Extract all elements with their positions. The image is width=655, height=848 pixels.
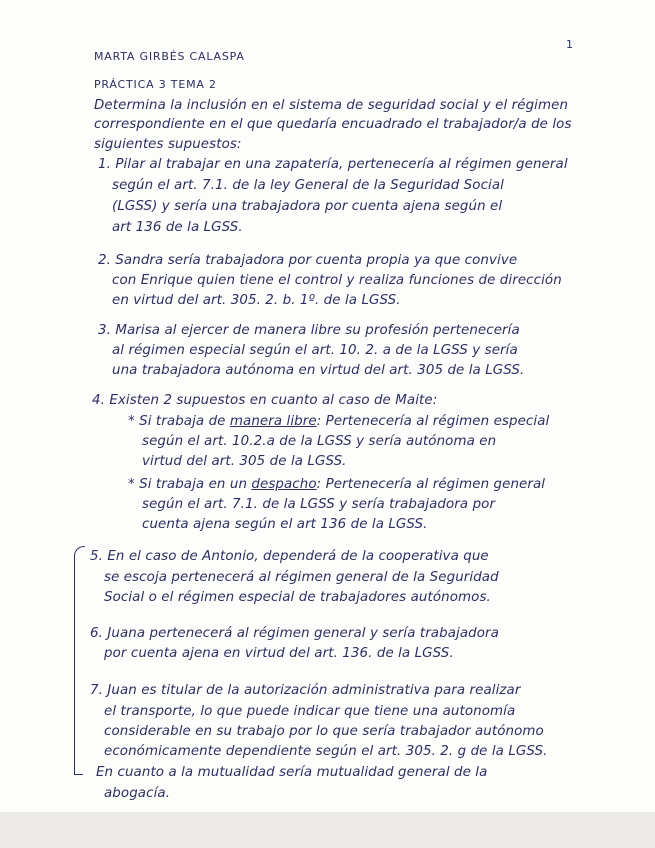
item-6-line: por cuenta ajena en virtud del art. 136. de la LGSS. [104, 646, 454, 661]
item-4-case-b [128, 477, 545, 492]
page-number: 1 [566, 38, 574, 51]
item-3-line: una trabajadora autónoma en virtud del art. 305 de la LGSS. [112, 363, 525, 378]
author-name: MARTA GIRBÉS CALASPA [94, 50, 245, 63]
intro-line: correspondiente en el que quedaría encuadrado el trabajador/a de los [94, 117, 572, 132]
item-4-intro: 4. Existen 2 supuestos en cuanto al caso de Maite: [92, 393, 438, 408]
margin-bracket [74, 546, 85, 771]
item-6-line: 6. Juana pertenecerá al régimen general y sería trabajadora [90, 626, 499, 641]
item-4-case-a-line: según el art. 10.2.a de la LGSS y sería autónoma en [142, 434, 497, 449]
item-1-line: (LGSS) y sería una trabajadora por cuenta ajena según el [112, 199, 503, 214]
case-b-rest: : Pertenecería al régimen general [316, 477, 546, 492]
background-strip [0, 812, 655, 848]
case-a-underlined: manera libre [229, 414, 317, 429]
note-line: abogacía. [104, 786, 171, 801]
case-b-underlined: despacho [251, 477, 317, 492]
item-7-line: económicamente dependiente según el art. 305. 2. g de la LGSS. [104, 744, 548, 759]
note-line: En cuanto a la mutualidad sería mutualidad general de la [96, 765, 488, 780]
item-5-line: 5. En el caso de Antonio, dependerá de la cooperativa que [90, 549, 489, 564]
intro-line: Determina la inclusión en el sistema de seguridad social y el régimen [94, 98, 569, 113]
item-5-line: Social o el régimen especial de trabajadores autónomos. [104, 590, 491, 605]
item-2-line: 2. Sandra sería trabajadora por cuenta propia ya que convive [98, 253, 518, 268]
item-5-line: se escoja pertenecerá al régimen general de la Seguridad [104, 570, 499, 585]
item-4-case-b-line: según el art. 7.1. de la LGSS y sería trabajadora por [142, 497, 496, 512]
item-4-case-a-line: virtud del art. 305 de la LGSS. [142, 454, 347, 469]
practice-title: PRÁCTICA 3 TEMA 2 [94, 78, 217, 91]
case-a-prefix: * Si trabaja de [128, 414, 230, 429]
item-7-line: 7. Juan es titular de la autorización administrativa para realizar [90, 683, 521, 698]
intro-line: siguientes supuestos: [94, 137, 242, 152]
item-3-line: al régimen especial según el art. 10. 2. a de la LGSS y sería [112, 343, 518, 358]
case-b-prefix: * Si trabaja en un [128, 477, 252, 492]
case-a-rest: : Pertenecería al régimen especial [316, 414, 550, 429]
arrow-icon [74, 768, 83, 775]
item-7-line: el transporte, lo que puede indicar que tiene una autonomía [104, 704, 516, 719]
item-4-case-b-line: cuenta ajena según el art 136 de la LGSS. [142, 517, 428, 532]
item-7-line: considerable en su trabajo por lo que sería trabajador autónomo [104, 724, 544, 739]
item-1-line: art 136 de la LGSS. [112, 220, 243, 235]
item-4-case-a [128, 414, 549, 429]
item-2-line: con Enrique quien tiene el control y realiza funciones de dirección [112, 273, 562, 288]
item-1-line: 1. Pilar al trabajar en una zapatería, pertenecería al régimen general [98, 157, 568, 172]
item-3-line: 3. Marisa al ejercer de manera libre su profesión pertenecería [98, 323, 520, 338]
item-2-line: en virtud del art. 305. 2. b. 1º. de la LGSS. [112, 293, 401, 308]
item-1-line: según el art. 7.1. de la ley General de la Seguridad Social [112, 178, 504, 193]
